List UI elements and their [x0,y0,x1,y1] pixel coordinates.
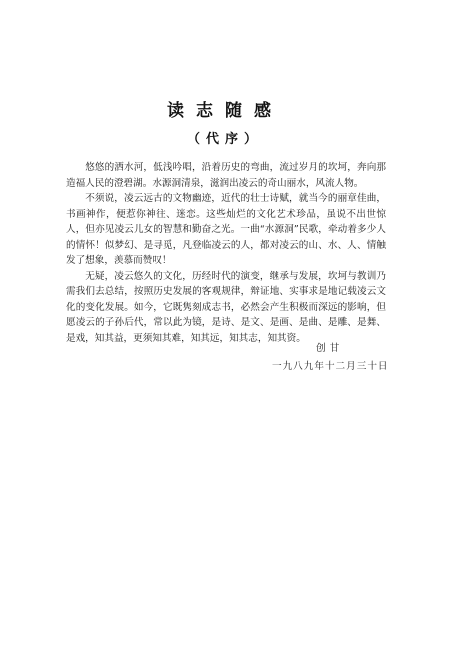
page-subtitle: （代序） [186,132,263,147]
preface-body [66,160,386,346]
author-signature: 创甘 [316,343,344,354]
date-line: 一九八九年十二月三十日 [272,361,389,372]
paragraph-2: 不须说，凌云远古的文物幽迹，近代的壮士诗赋，就当今的丽章佳曲，书画神作，便惹你神往、迷恋。这些灿烂的文化艺术珍品，虽说不出世惊人，但亦见凌云儿女的智慧和勤奋之光。一曲“水源洞”民歌，牵动着多少人的情怀！似梦幻、是寻觅，凡登临凌云的人，都对凌云的山、水、人、情触发了想象，羡慕而赞叹！ [66,193,386,266]
paragraph-3: 无疑，凌云悠久的文化，历经时代的演变，继承与发展，坎坷与教训乃需我们去总结，按照历史发展的客观规律，辩证地、实事求是地记载凌云文化的变化发展。如今，它既隽刻成志书，必然会产生积极而深远的影响，但愿凌云的子孙后代，常以此为镜，是诗、是文、是画、是曲、是雕、是舞、是戏，知其益，更须知其难，知其远，知其志，知其资。 [66,270,386,344]
page-title: 读志随感 [167,101,283,121]
paragraph-1: 悠悠的洒水河，低浅吟唱，沿着历史的弯曲，流过岁月的坎坷，奔向那造福人民的澄碧湖。水源洞清泉，滋润出凌云的奇山丽水，风流人物。 [66,162,386,189]
